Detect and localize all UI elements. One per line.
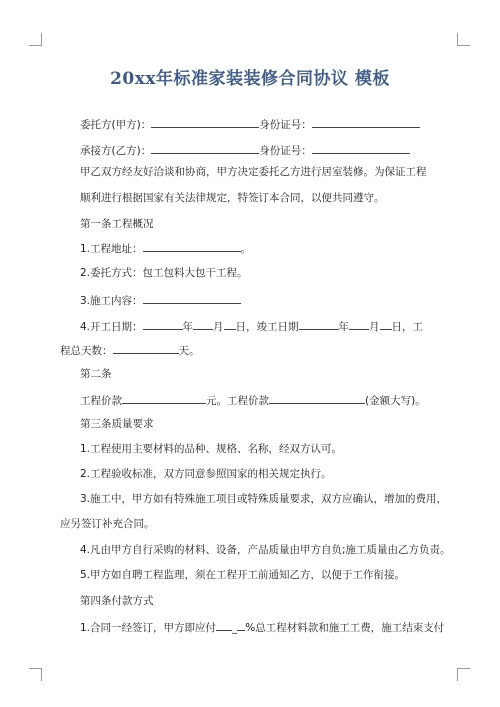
intro-line-2: 顺利进行根据国家有关法律规定，特签订本合同，以便共同遵守。 — [80, 192, 385, 204]
address-blank[interactable] — [143, 240, 241, 252]
client-name-blank[interactable] — [151, 116, 259, 128]
article-2-item-1 — [80, 392, 426, 408]
price-label: 工程价款 — [80, 395, 122, 407]
article-1-item-2: 2.委托方式：包工包料大包干工程。 — [80, 267, 248, 279]
article-3-item-2: 2.工程验收标准，双方同意参照国家的相关规定执行。 — [80, 468, 332, 480]
client-line — [80, 116, 420, 132]
month-label: 月 — [369, 321, 380, 333]
client-id-label: 身份证号： — [259, 119, 312, 131]
start-date-label: 4.开工日期： — [80, 321, 143, 333]
days-label: 天。 — [178, 345, 200, 357]
end-year-blank[interactable] — [299, 318, 339, 330]
content-label: 3.施工内容： — [80, 295, 143, 307]
period: 。 — [240, 243, 252, 255]
end-day-blank[interactable] — [380, 318, 392, 330]
article-1-item-1 — [80, 240, 251, 256]
total-days-blank[interactable] — [113, 342, 179, 354]
client-label: 委托方(甲方)： — [80, 119, 152, 131]
article-3-item-4: 4.凡由甲方自行采购的材料、设备，产品质量由甲方自负;施工质量由乙方负责。 — [80, 544, 451, 556]
article-4-heading: 第四条付款方式 — [80, 595, 154, 607]
content-blank[interactable] — [143, 292, 241, 304]
price-words-blank[interactable] — [269, 392, 365, 404]
price-number-blank[interactable] — [122, 392, 206, 404]
crop-mark-bottom-left — [29, 668, 42, 681]
start-month-blank[interactable] — [193, 318, 213, 330]
total-days-label: 程总天数： — [60, 345, 113, 357]
contractor-name-blank[interactable] — [151, 142, 259, 154]
article-3-item-3: 3.施工中，甲方如有特殊施工项目或特殊质量要求，双方应确认，增加的费用， — [80, 493, 448, 505]
article-3-item-3-cont: 应另签订补充合同。 — [60, 518, 155, 530]
article-3-heading: 第三条质量要求 — [80, 418, 154, 430]
article-2-heading: 第二条 — [80, 368, 112, 380]
address-label: 1.工程地址： — [80, 243, 143, 255]
contractor-id-blank[interactable] — [312, 142, 410, 154]
document-title: 20xx年标准家装装修合同协议 模板 — [110, 69, 390, 89]
contractor-line — [80, 142, 410, 158]
article-1-item-3 — [80, 292, 241, 308]
contractor-id-label: 身份证号： — [259, 145, 312, 157]
crop-mark-bottom-right — [457, 668, 470, 681]
article-1-heading: 第一条工程概况 — [80, 218, 154, 230]
month-label: 月 — [213, 321, 224, 333]
article-1-item-4-cont — [60, 342, 200, 358]
payment-text: %总工程材料款和施工工费，施工结束支付 — [245, 622, 445, 634]
payment-label: 1.合同一经签订，甲方即应付 — [80, 622, 217, 634]
article-4-item-1 — [80, 619, 444, 635]
client-id-blank[interactable] — [312, 116, 420, 128]
intro-line-1: 甲乙双方经友好洽谈和协商，甲方决定委托乙方进行居室装修。为保证工程 — [80, 166, 427, 178]
end-month-blank[interactable] — [349, 318, 369, 330]
contractor-label: 承接方(乙方)： — [80, 145, 152, 157]
article-3-item-1: 1.工程使用主要材料的品种、规格、名称，经双方认可。 — [80, 443, 343, 455]
payment-percent-blank[interactable] — [216, 619, 232, 631]
day-label: 日，工 — [391, 321, 424, 333]
underscore: _ — [232, 622, 238, 634]
year-label: 年 — [338, 321, 350, 333]
article-3-item-5: 5.甲方如自聘工程监理，须在工程开工前通知乙方，以便于工作衔接。 — [80, 569, 406, 581]
start-year-blank[interactable] — [143, 318, 183, 330]
year-label: 年 — [182, 321, 194, 333]
price-unit-label: 元。工程价款 — [206, 395, 269, 407]
article-1-item-4 — [80, 318, 423, 334]
start-day-blank[interactable] — [224, 318, 236, 330]
crop-mark-top-right — [457, 33, 470, 46]
end-date-label: 日，竣工日期 — [235, 321, 299, 333]
crop-mark-top-left — [29, 33, 42, 46]
amount-in-words-label: (金额大写)。 — [365, 395, 426, 407]
